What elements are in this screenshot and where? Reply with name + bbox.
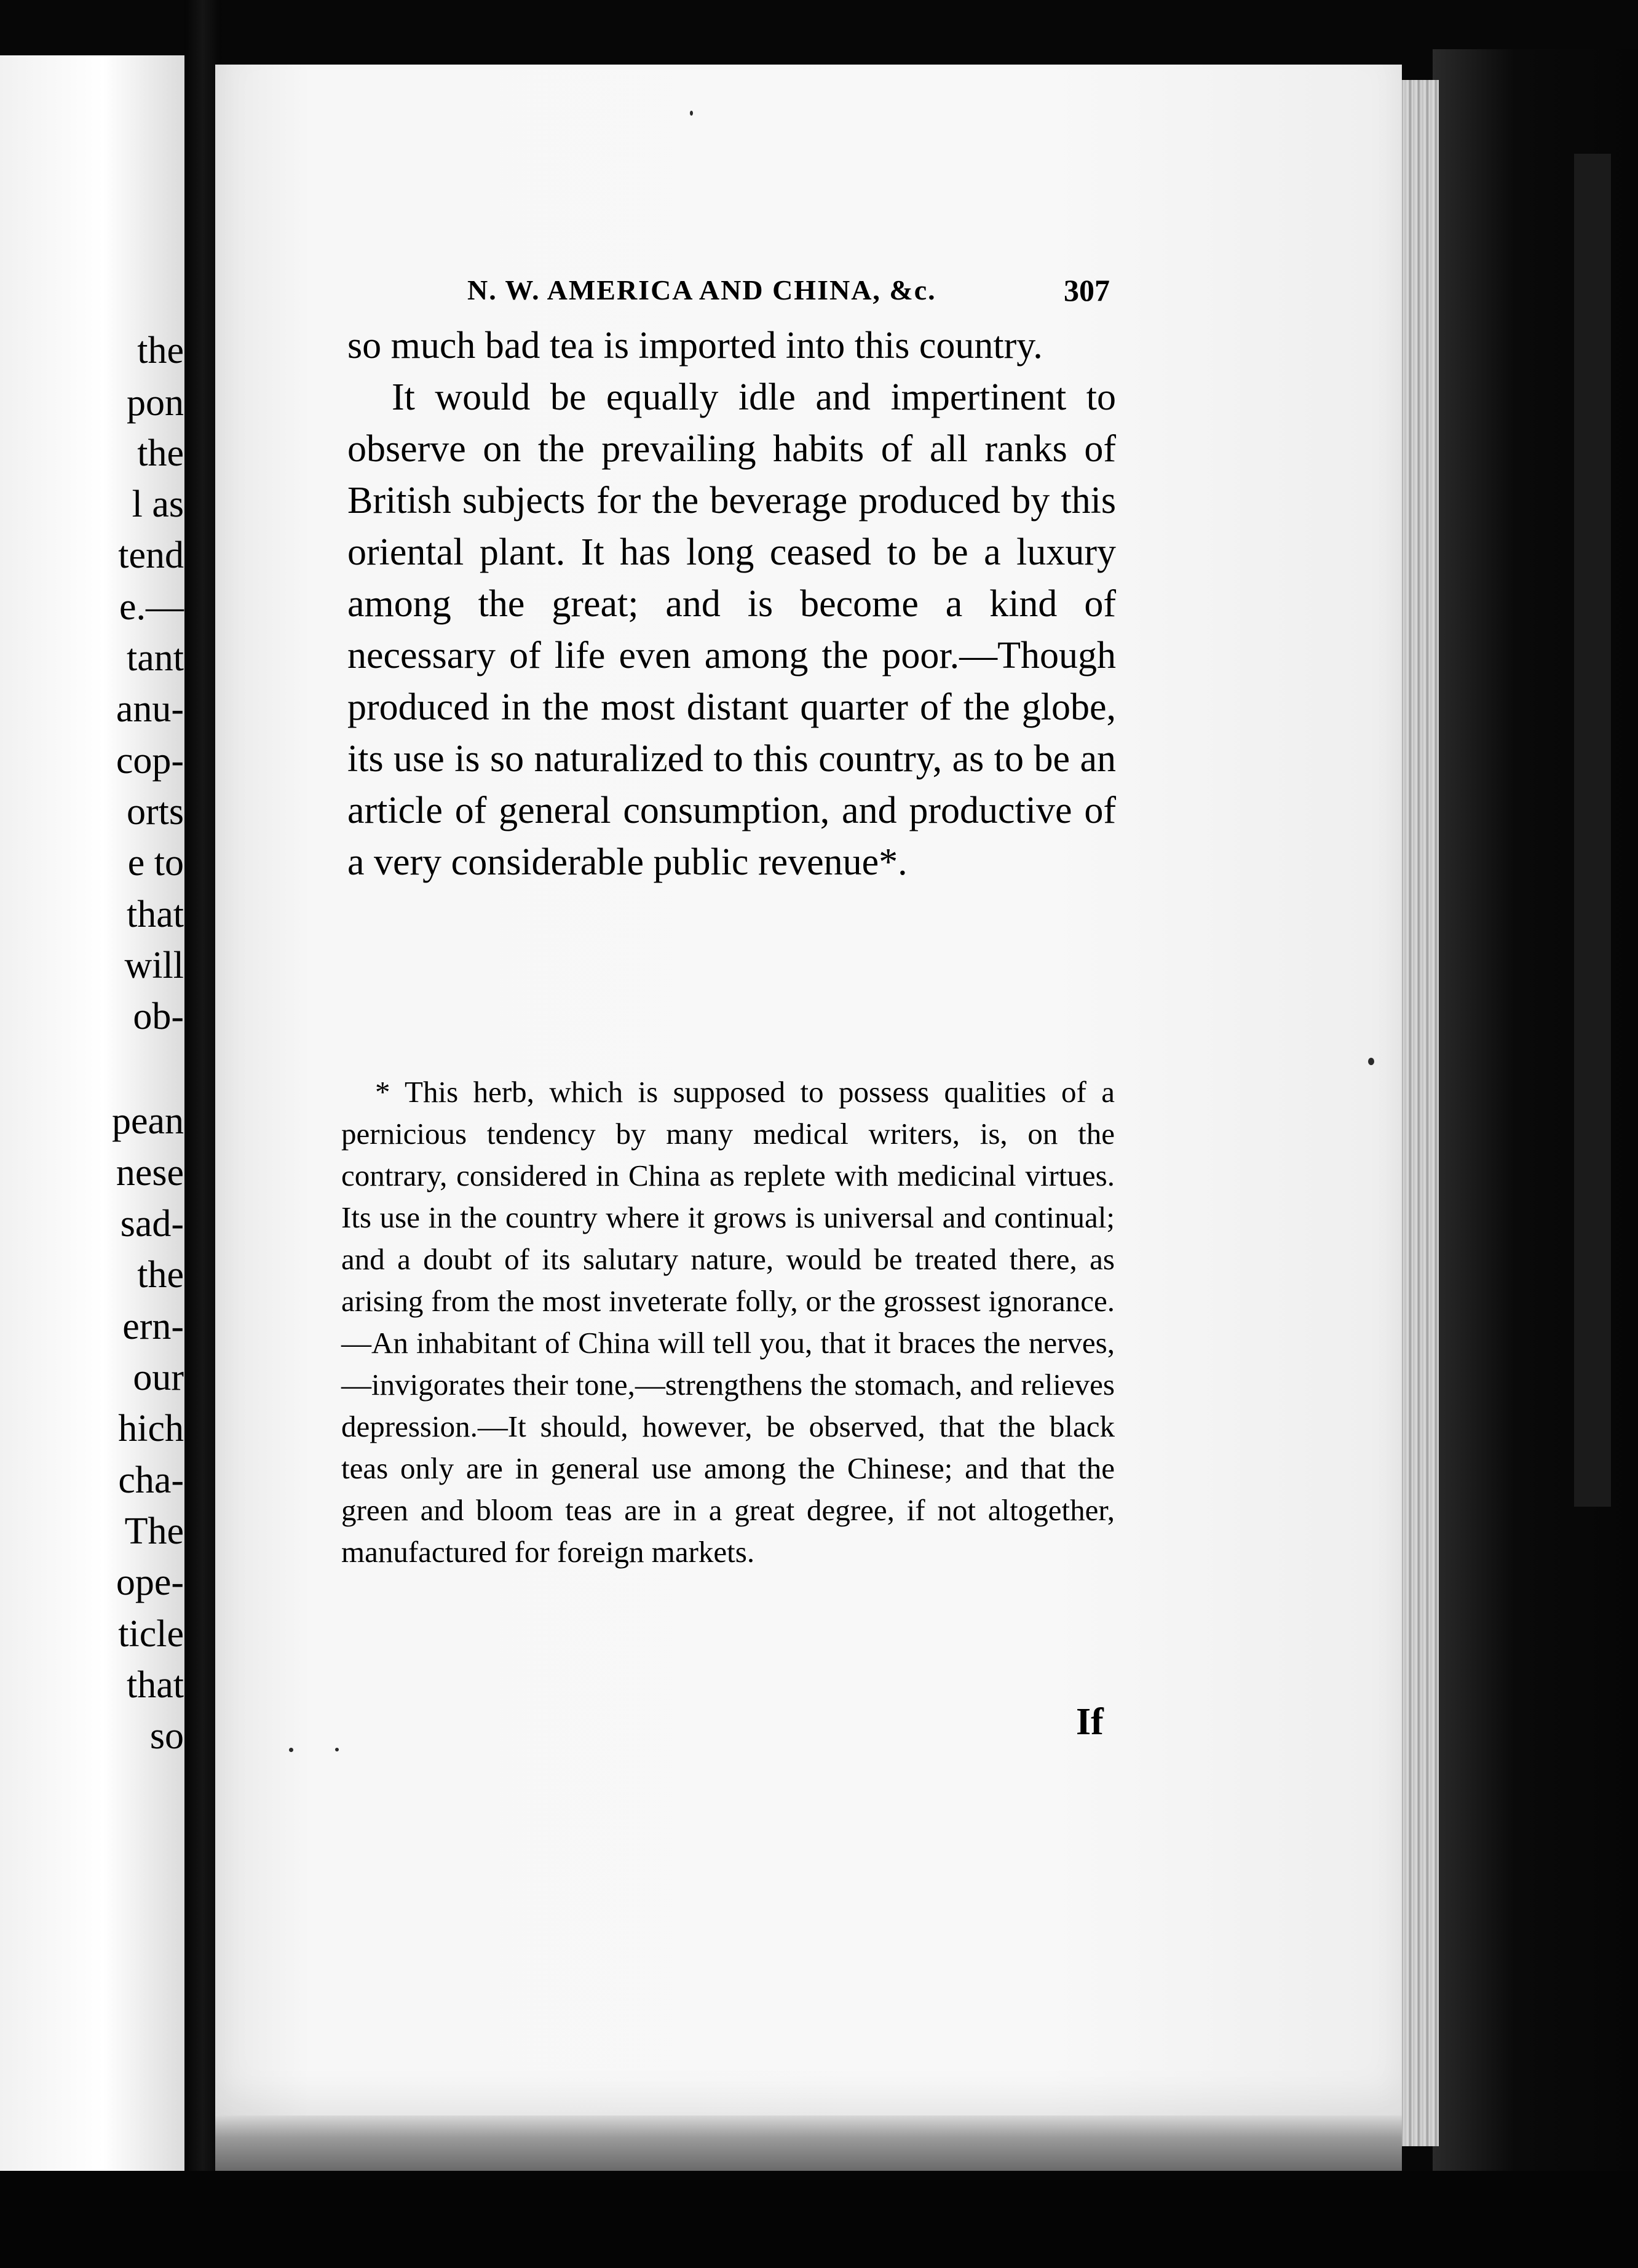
paper-speck bbox=[335, 1748, 339, 1751]
prev-line: so bbox=[149, 1715, 184, 1757]
catchword: If bbox=[1076, 1701, 1104, 1743]
paper-speck bbox=[289, 1748, 293, 1752]
prev-line: that bbox=[127, 894, 184, 935]
prev-line: nese bbox=[116, 1152, 184, 1194]
prev-line: anu- bbox=[116, 688, 184, 730]
prev-line: orts bbox=[127, 791, 184, 833]
footnote: * This herb, which is supposed to possess qualities of a pernicious tendency by many medical writers, is, on the contrary, considered in China as replete with medicinal virtues. Its use in the country where it grows is universal and continual; and a doubt of its salutary nature, would be treated there, as arising from the most inveterate folly, or the grossest ignorance.—An inhabitant of China will tell you, that it braces the nerves,—invigorates their tone,—strengthens the stomach, and relieves depression.—It should, however, be observed, that the black teas only are in general use among the Chinese; and that the green and bloom teas are in a great degree, if not altogether, manufactured for foreign markets. bbox=[341, 1075, 1115, 1569]
paragraph: so much bad tea is imported into this country. bbox=[347, 325, 1043, 367]
binding-strip bbox=[1574, 154, 1611, 1507]
paragraph: It would be equally idle and impertinent to observe on the prevailing habits of all ranks of British subjects for the beverage produced by this oriental plant. It has long ceased to be a luxury among the great; and is become a kind of necessary of life even among the poor.—Though produced in the most distant quarter of the globe, its use is so naturalized to this country, as to be an article of general consumption, and productive of a very considerable public revenue*. bbox=[347, 376, 1116, 883]
page-bottom-edge bbox=[215, 2115, 1402, 2171]
prev-line: hich bbox=[118, 1408, 184, 1449]
prev-line: the bbox=[137, 330, 184, 371]
prev-line: tant bbox=[127, 637, 184, 679]
prev-line: The bbox=[124, 1510, 184, 1552]
prev-line: ob- bbox=[133, 996, 184, 1037]
prev-line: cha- bbox=[118, 1459, 184, 1501]
prev-line: that bbox=[127, 1664, 184, 1706]
prev-line: ope- bbox=[116, 1561, 184, 1603]
prev-line: our bbox=[133, 1357, 184, 1398]
prev-line: the bbox=[137, 1254, 184, 1296]
body-text bbox=[347, 320, 1116, 888]
prev-line: will bbox=[124, 945, 184, 986]
prev-line: ticle bbox=[118, 1613, 184, 1655]
prev-line: the bbox=[137, 432, 184, 474]
prev-line: l as bbox=[132, 483, 184, 525]
prev-line: ern- bbox=[122, 1306, 184, 1347]
page-number: 307 bbox=[1064, 273, 1110, 307]
paper-speck bbox=[690, 111, 693, 116]
previous-page bbox=[0, 55, 188, 2232]
prev-line: tend bbox=[118, 534, 184, 576]
running-head: N. W. AMERICA AND CHINA, &c. bbox=[467, 274, 936, 306]
page-fore-edge bbox=[1396, 80, 1439, 2146]
prev-line: pean bbox=[111, 1100, 184, 1142]
prev-line: sad- bbox=[120, 1203, 184, 1245]
paper-speck bbox=[1368, 1058, 1374, 1065]
prev-line: e.— bbox=[119, 586, 184, 628]
prev-line: e to bbox=[127, 842, 184, 884]
prev-line: pon bbox=[127, 382, 184, 424]
prev-line: cop- bbox=[116, 740, 184, 782]
scan-bottom-border bbox=[0, 2171, 1638, 2268]
